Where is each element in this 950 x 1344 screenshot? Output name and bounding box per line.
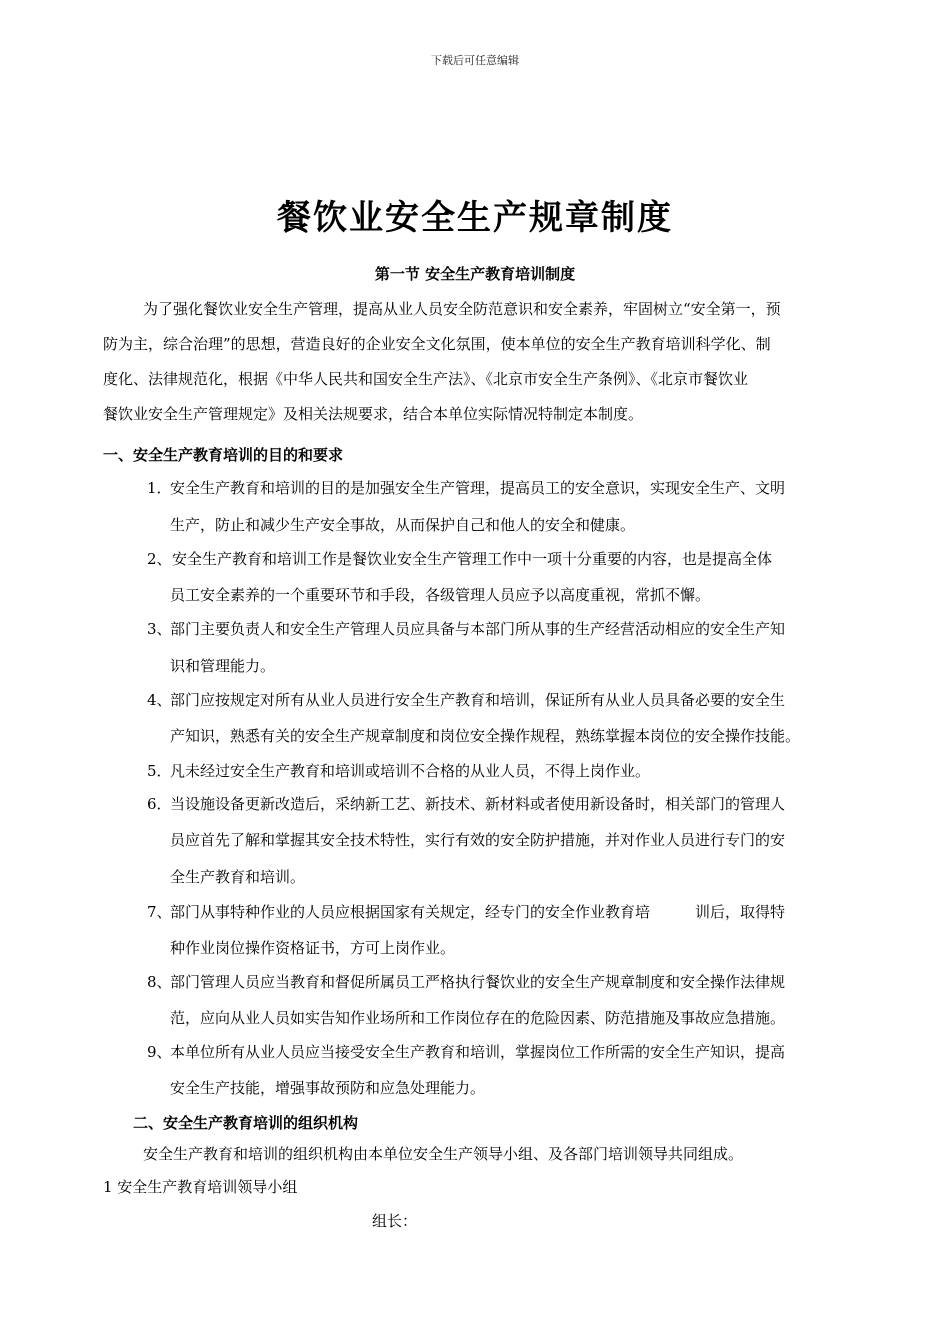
item-line: 员工安全素养的一个重要环节和手段，各级管理人员应予以高度重视，常抓不懈。 (170, 586, 711, 604)
item-number: 8、 (147, 973, 172, 991)
item-line: 种作业岗位操作资格证书，方可上岗作业。 (170, 939, 456, 957)
item-line: 部门应按规定对所有从业人员进行安全生产教育和培训，保证所有从业人员具备必要的安全生 (170, 691, 786, 709)
section-title: 第一节 安全生产教育培训制度 (374, 265, 576, 283)
item-line: 部门从事特种作业的人员应根据国家有关规定，经专门的安全作业教育培 训后，取得特 (170, 903, 786, 921)
page-header-note: 下载后可任意编辑 (431, 54, 519, 67)
item-number: 4、 (147, 691, 172, 709)
item-number: 9、 (147, 1043, 172, 1061)
item-line: 安全生产技能，增强事故预防和应急处理能力。 (170, 1079, 486, 1097)
item-line: 安全生产教育和培训工作是餐饮业安全生产管理工作中一项十分重要的内容，也是提高全体 (172, 550, 773, 568)
item-line: 凡未经过安全生产教育和培训或培训不合格的从业人员，不得上岗作业。 (170, 762, 651, 780)
item-line: 生产，防止和减少生产安全事故，从而保护自己和他人的安全和健康。 (170, 516, 636, 534)
intro-line-4: 餐饮业安全生产管理规定》及相关法规要求，结合本单位实际情况特制定本制度。 (103, 405, 644, 423)
leadership-group-heading: 1 安全生产教育培训领导小组 (103, 1178, 298, 1196)
item-line: 识和管理能力。 (170, 657, 276, 675)
heading-organization: 二、安全生产教育培训的组织机构 (133, 1114, 359, 1132)
document-title: 餐饮业安全生产规章制度 (277, 198, 673, 238)
item-number: 5． (147, 762, 172, 780)
item-line: 全生产教育和培训。 (170, 868, 306, 886)
item-line: 范，应向从业人员如实告知作业场所和工作岗位存在的危险因素、防范措施及事故应急措施。 (170, 1009, 786, 1027)
item-number: 7、 (147, 903, 172, 921)
item-number: 6． (147, 795, 172, 813)
item-line: 当设施设备更新改造后，采纳新工艺、新技术、新材料或者使用新设备时，相关部门的管理人 (170, 795, 786, 813)
item-number: 2、 (147, 550, 172, 568)
intro-line-2: 防为主，综合治理”的思想，营造良好的企业安全文化氛围，使本单位的安全生产教育培训科学化、制 (103, 335, 771, 353)
leader-label: 组长： (372, 1212, 418, 1230)
item-number: 1． (147, 479, 172, 497)
heading-purpose: 一、安全生产教育培训的目的和要求 (103, 446, 344, 464)
item-line: 本单位所有从业人员应当接受安全生产教育和培训，掌握岗位工作所需的安全生产知识，提高 (170, 1043, 786, 1061)
intro-line-3: 度化、法律规范化，根据《中华人民共和国安全生产法》、《北京市安全生产条例》、《北京市餐饮业 (103, 370, 749, 388)
item-number: 3、 (147, 620, 172, 638)
item-line: 产知识，熟悉有关的安全生产规章制度和岗位安全操作规程，熟练掌握本岗位的安全操作技能。 (170, 727, 801, 745)
organization-text: 安全生产教育和培训的组织机构由本单位安全生产领导小组、及各部门培训领导共同组成。 (143, 1145, 744, 1163)
item-line: 部门主要负责人和安全生产管理人员应具备与本部门所从事的生产经营活动相应的安全生产知 (170, 620, 786, 638)
intro-line-1: 为了强化餐饮业安全生产管理，提高从业人员安全防范意识和安全素养，牢固树立“安全第一，预 (143, 300, 781, 318)
item-line: 员应首先了解和掌握其安全技术特性，实行有效的安全防护措施，并对作业人员进行专门的安 (170, 831, 786, 849)
item-line: 安全生产教育和培训的目的是加强安全生产管理，提高员工的安全意识，实现安全生产、文明 (170, 479, 786, 497)
item-line: 部门管理人员应当教育和督促所属员工严格执行餐饮业的安全生产规章制度和安全操作法律规 (170, 973, 786, 991)
